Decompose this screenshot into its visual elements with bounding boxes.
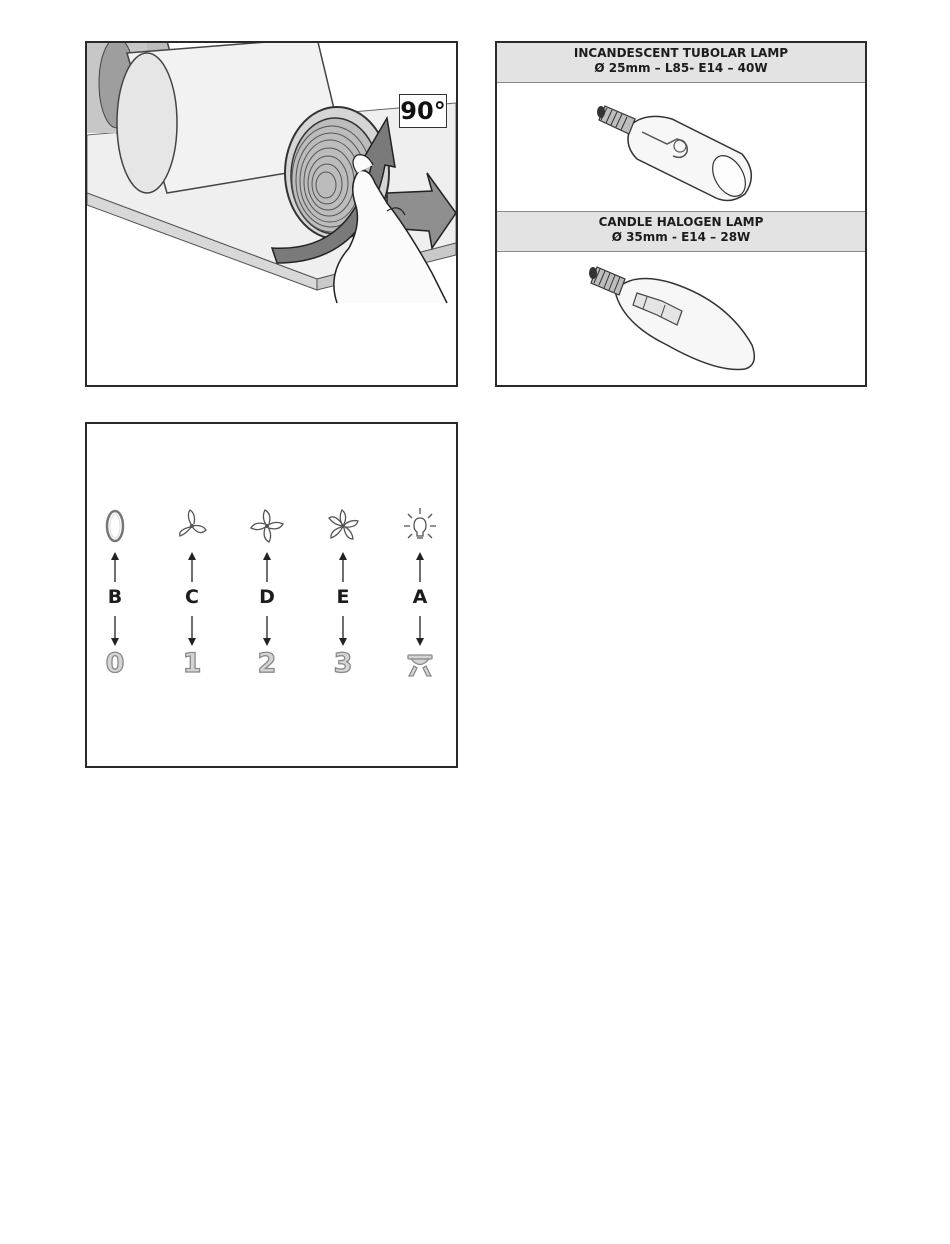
control-letter: C [185, 586, 199, 608]
control-letter: D [259, 586, 275, 608]
control-a [395, 506, 445, 686]
control-letter: B [107, 586, 123, 608]
rotation-angle-label: 90° [399, 94, 447, 128]
button-label: 1 [182, 648, 202, 679]
control-letter: A [412, 586, 428, 608]
arrow-down-icon [337, 616, 349, 646]
arrow-up-icon [414, 552, 426, 582]
button-label: 0 [105, 648, 125, 679]
light-bulb-icon [400, 506, 440, 546]
arrow-up-icon [337, 552, 349, 582]
control-letter: E [336, 586, 350, 608]
control-b [90, 506, 140, 686]
button-label: 3 [333, 648, 353, 679]
control-c [167, 506, 217, 686]
tubular-lamp-title: INCANDESCENT TUBOLAR LAMP [573, 46, 789, 60]
tubular-lamp-header [497, 43, 865, 83]
control-d [242, 506, 292, 686]
fan-speed-2-icon [247, 506, 287, 546]
candle-bulb-illustration [497, 253, 865, 385]
arrow-up-icon [261, 552, 273, 582]
arrow-down-icon [109, 616, 121, 646]
candle-lamp-header [497, 211, 865, 252]
arrow-down-icon [186, 616, 198, 646]
arrow-down-icon [414, 616, 426, 646]
lamp-icon [405, 652, 435, 678]
fan-speed-3-icon [323, 506, 363, 546]
arrow-down-icon [261, 616, 273, 646]
arrow-up-icon [186, 552, 198, 582]
lamp-specs-panel [495, 41, 867, 387]
filter-rotation-panel [85, 41, 458, 387]
controls-legend-panel [85, 422, 458, 768]
tubular-bulb-illustration [497, 84, 865, 210]
power-off-icon [95, 506, 135, 546]
tubular-lamp-spec: Ø 25mm – L85- E14 – 40W [594, 61, 768, 75]
fan-speed-1-icon [172, 506, 212, 546]
button-label: 2 [257, 648, 277, 679]
candle-lamp-title: CANDLE HALOGEN LAMP [598, 215, 764, 229]
control-e [318, 506, 368, 686]
candle-lamp-spec: Ø 35mm - E14 – 28W [611, 230, 751, 244]
arrow-up-icon [109, 552, 121, 582]
